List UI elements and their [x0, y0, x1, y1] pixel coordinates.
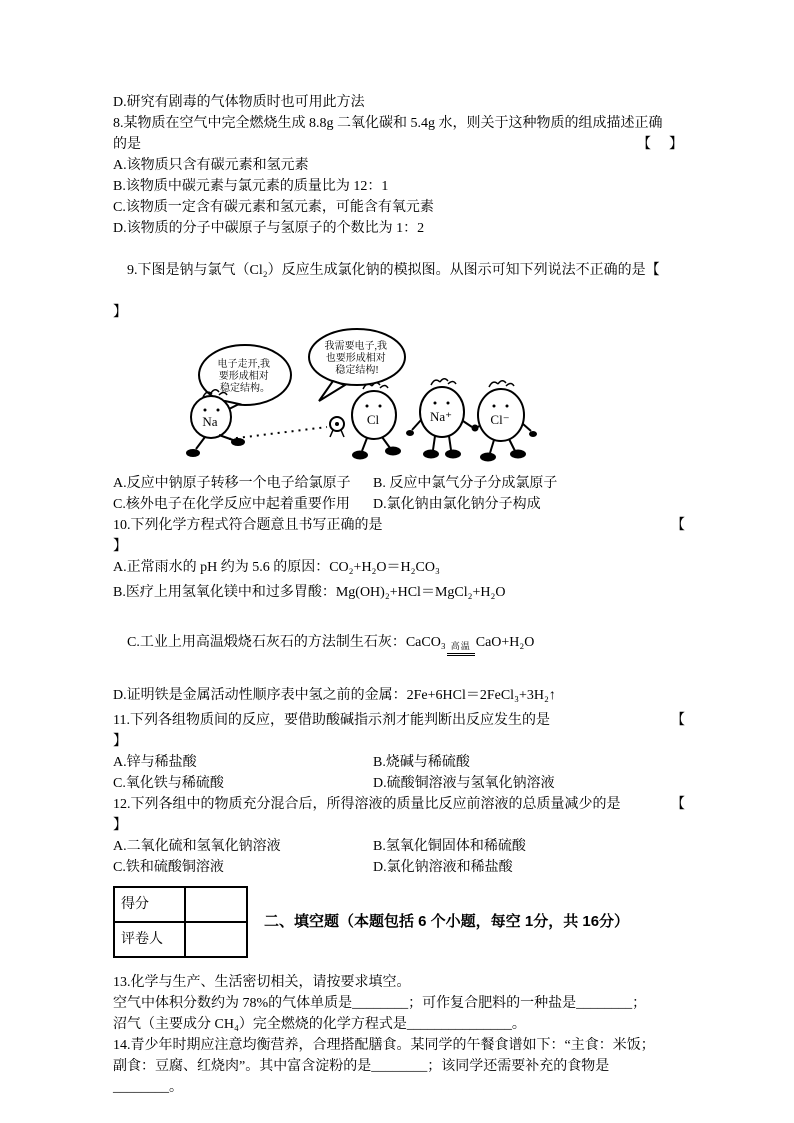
q9-bracket-close: 】 — [113, 305, 127, 320]
q10-option-c-right: CaO+H₂O — [475, 635, 535, 650]
score-blank-cell — [185, 887, 247, 922]
q12-bracket-close: 】 — [113, 817, 127, 833]
q9-stem-text: 9.下图是钠与氯气（Cl₂）反应生成氯化钠的模拟图。从图示可知下列说法不正确的是 — [127, 263, 646, 278]
speech-bubble-right — [309, 329, 405, 401]
q14-line3: ________。 — [113, 1079, 183, 1095]
q10-bracket-open: 【 — [671, 518, 685, 533]
cl-label: Cl — [366, 412, 380, 427]
q9-option-d: D.氯化钠由氯化钠分子构成 — [373, 497, 541, 512]
q9-options-row2 — [113, 494, 685, 515]
grader-label: 评卷人 — [114, 922, 185, 957]
q14-line1: 14.青少年时期应注意均衡营养，合理搭配膳食。某同学的午餐食谱如下：“主食：米饭； — [113, 1037, 655, 1053]
q10-option-c — [113, 611, 685, 677]
q14-line2: 副食：豆腐、红烧肉”。其中富含淀粉的是________；该同学还需要补充的食物是 — [113, 1058, 610, 1074]
q8-option-a: A.该物质只含有碳元素和氢元素 — [113, 158, 309, 173]
cl-atom-figure — [352, 383, 401, 460]
q11-bracket-open: 【 — [671, 712, 685, 728]
q11-option-c: C.氧化铁与稀硫酸 — [113, 775, 224, 791]
q12-options-row1 — [113, 836, 685, 857]
grader-blank-cell — [185, 922, 247, 957]
q11-stem-text: 11.下列各组物质间的反应，要借助酸碱指示剂才能判断出反应发生的是 — [113, 712, 550, 728]
cl-ion-figure — [478, 381, 537, 462]
q9-option-a: A.反应中钠原子转移一个电子给氯原子 — [113, 476, 351, 491]
score-table — [113, 886, 248, 958]
q8-option-b: B.该物质中碳元素与氯元素的质量比为 12：1 — [113, 179, 389, 194]
q10-option-a: A.正常雨水的 pH 约为 5.6 的原因：CO₂+H₂O＝H₂CO₃ — [113, 560, 440, 575]
clasped-hands — [472, 425, 479, 432]
q10-option-c-left: C.工业上用高温煅烧石灰石的方法制生石灰：CaCO₃ — [127, 635, 446, 650]
na-ion-figure — [406, 379, 472, 459]
q7-option-d: D.研究有剧毒的气体物质时也可用此方法 — [113, 95, 365, 110]
na-cl-reaction-illustration — [181, 327, 541, 467]
q12-stem — [113, 794, 685, 815]
q8-stem-line2 — [113, 134, 685, 155]
q8-option-d: D.该物质的分子中碳原子与氢原子的个数比为 1：2 — [113, 221, 425, 236]
na-ion-label: Na⁺ — [429, 409, 453, 424]
q13-line2: 空气中体积分数约为 78%的气体单质是________；可作复合肥料的一种盐是________； — [113, 995, 647, 1011]
q12-stem-text: 12.下列各组中的物质充分混合后，所得溶液的质量比反应前溶液的总质量减少的是 — [113, 796, 621, 812]
q11-bracket-close: 】 — [113, 733, 127, 749]
cl-ion-label: Cl⁻ — [490, 412, 510, 427]
q12-option-d: D.氯化钠溶液和稀盐酸 — [373, 859, 513, 875]
score-and-section-row — [113, 886, 685, 958]
q11-options-row2 — [113, 773, 685, 794]
na-label: Na — [202, 414, 218, 429]
q8-stem-tail: 的是 — [113, 137, 141, 152]
q10-equation-condition: 高温 — [447, 642, 475, 656]
q12-option-a: A.二氧化硫和氢氧化钠溶液 — [113, 838, 281, 854]
q8-stem-line1: 8.某物质在空气中完全燃烧生成 8.8g 二氧化碳和 5.4g 水，则关于这种物质的组成描述正确 — [113, 116, 663, 131]
q11-options-row1 — [113, 752, 685, 773]
q8-option-c: C.该物质一定含有碳元素和氢元素，可能含有氧元素 — [113, 200, 434, 215]
q9-bracket-open: 【 — [645, 263, 660, 278]
q10-bracket-close: 】 — [113, 539, 127, 554]
q9-option-c: C.核外电子在化学反应中起着重要作用 — [113, 497, 350, 512]
grader-row — [114, 922, 247, 957]
q8-answer-bracket: 【 】 — [637, 137, 685, 152]
q12-option-c: C.铁和硫酸铜溶液 — [113, 859, 224, 875]
q9-reaction-cartoon — [181, 327, 685, 467]
q10-stem-text: 10.下列化学方程式符合题意且书写正确的是 — [113, 518, 383, 533]
q13-line1: 13.化学与生产、生活密切相关，请按要求填空。 — [113, 974, 411, 990]
score-label: 得分 — [114, 887, 185, 922]
q9-option-b: B. 反应中氯气分子分成氯原子 — [373, 476, 558, 491]
bubble-right-text: 我需要电子,我 也要形成相对 稳定结构! — [324, 341, 387, 376]
q9-stem — [113, 239, 685, 302]
bubble-left-text: 电子走开,我 要形成相对 稳定结构。 — [217, 359, 270, 394]
score-row — [114, 887, 247, 922]
q10-stem — [113, 515, 685, 536]
q11-option-d: D.硫酸铜溶液与氢氧化钠溶液 — [373, 775, 555, 791]
q11-stem — [113, 710, 685, 731]
q13-line3: 沼气（主要成分 CH₄）完全燃烧的化学方程式是_______________。 — [113, 1016, 526, 1032]
electron-trail — [229, 427, 327, 439]
q12-options-row2 — [113, 857, 685, 878]
section2-header: 二、填空题（本题包括 6 个小题，每空 1分，共 16分） — [264, 913, 630, 931]
electron-figure — [330, 417, 344, 437]
q10-option-d: D.证明铁是金属活动性顺序表中氢之前的金属：2Fe+6HCl＝2FeCl₃+3H₂↑ — [113, 687, 556, 703]
q12-bracket-open: 【 — [671, 796, 685, 812]
q10-option-b: B.医疗上用氢氧化镁中和过多胃酸：Mg(OH)₂+HCl＝MgCl₂+H₂O — [113, 585, 506, 600]
q11-option-a: A.锌与稀盐酸 — [113, 754, 197, 770]
q9-options-row1 — [113, 473, 685, 494]
q11-option-b: B.烧碱与稀硫酸 — [373, 754, 470, 770]
exam-page-body — [113, 92, 685, 1098]
q12-option-b: B.氢氧化铜固体和稀硫酸 — [373, 838, 526, 854]
